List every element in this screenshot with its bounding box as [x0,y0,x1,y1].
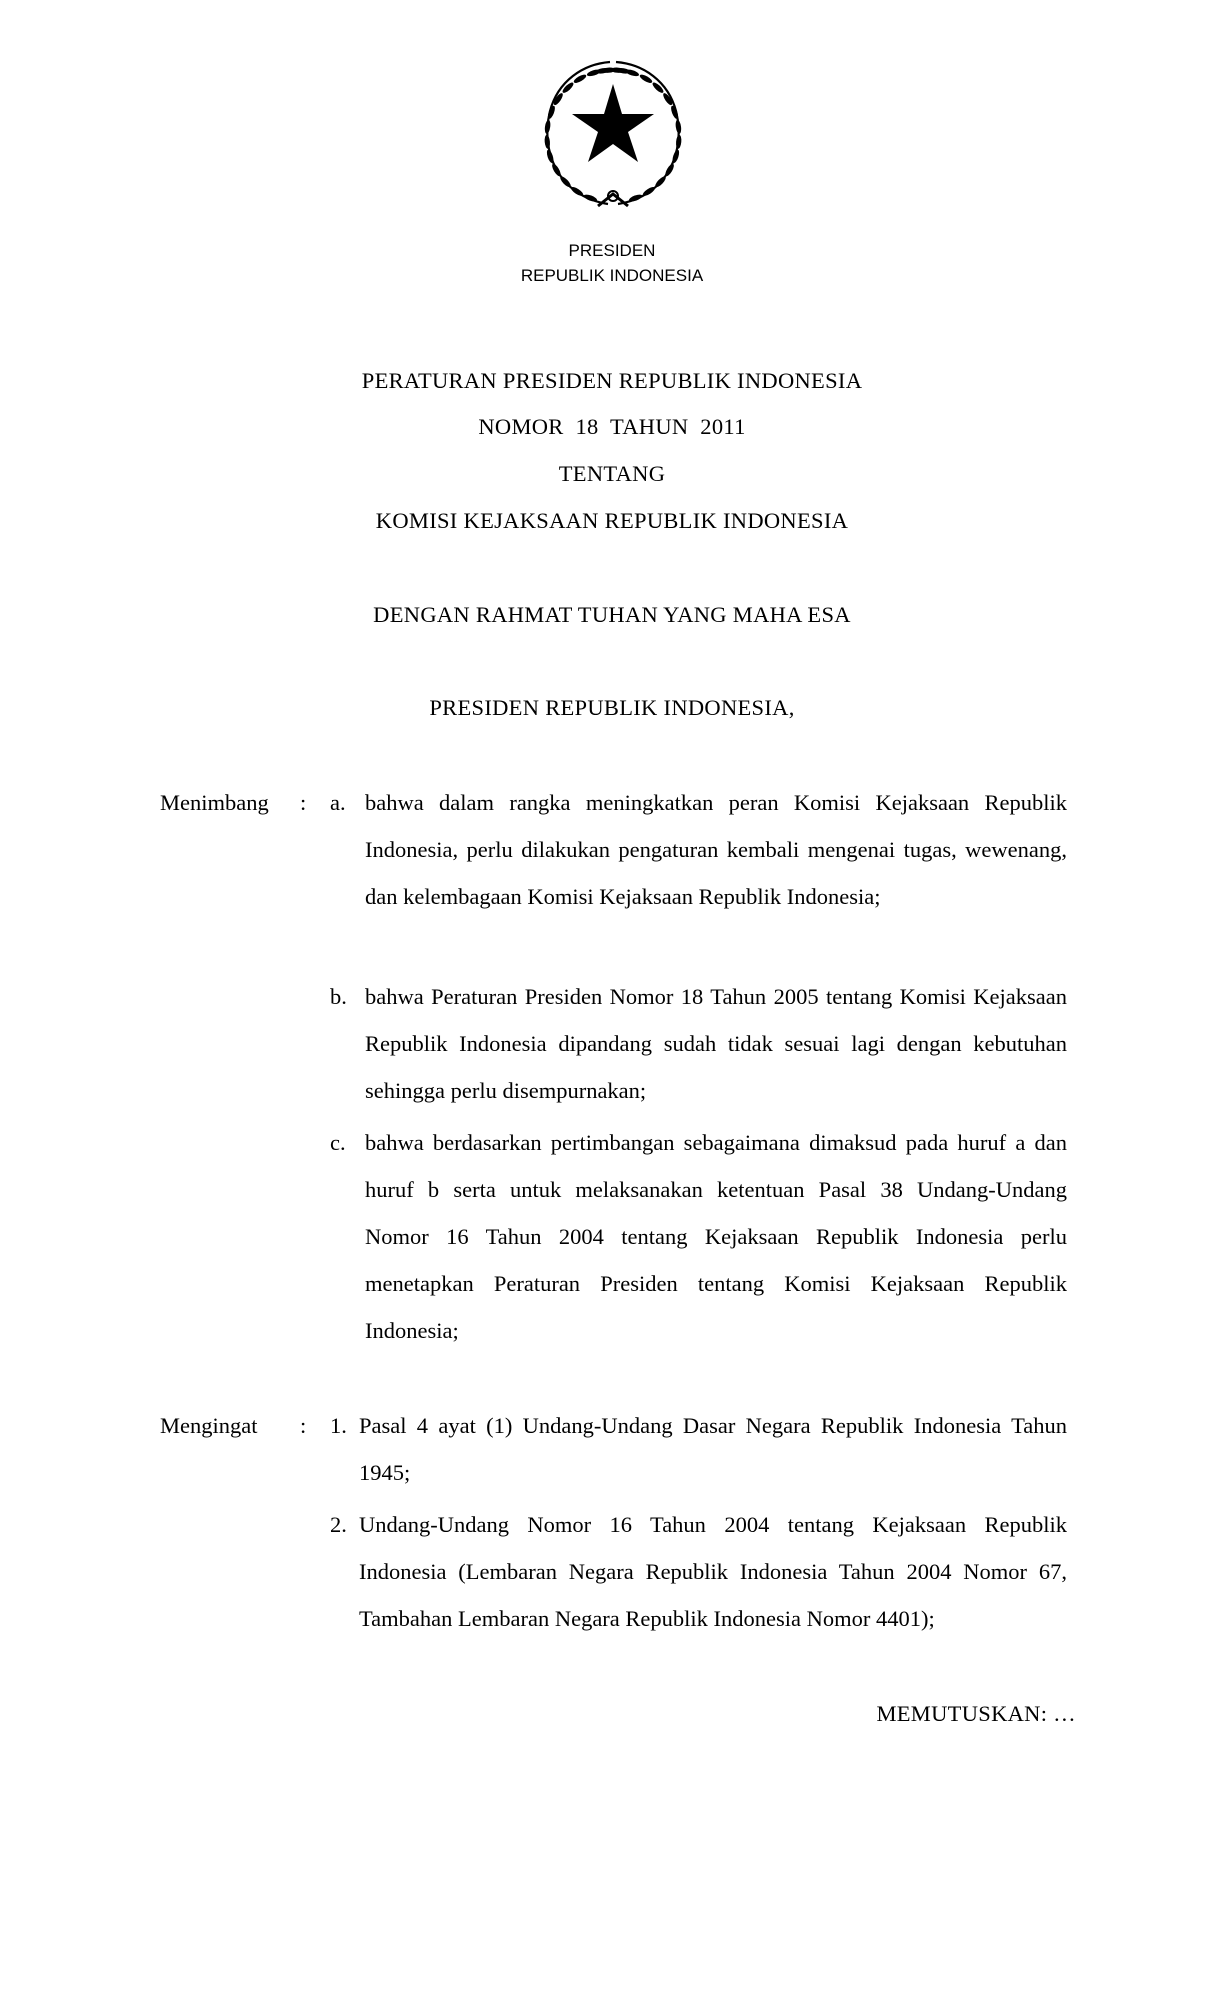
menimbang-label: Menimbang [160,790,269,815]
mengingat-marker-1: 1. [330,1413,347,1438]
menimbang-item-c: bahwa berdasarkan pertimbangan sebagaimana dimaksud pada huruf a dan huruf b serta untuk melaksanakan ketentuan Pasal 38 Undang-Undang Nomor 16 Tahun 2004 tentang Kejaksaan Republik Indonesia perlu menetapkan Peraturan Presiden tentang Komisi Kejaksaan Republik Indonesia; [365,1130,1067,1343]
mengingat-colon: : [300,1413,307,1438]
regulation-tentang: TENTANG [558,461,666,486]
wreath-leaf [559,175,572,189]
mengingat-label: Mengingat [160,1413,258,1438]
menimbang-marker-c: c. [330,1130,346,1155]
presidential-emblem [538,56,688,216]
regulation-title: PERATURAN PRESIDEN REPUBLIK INDONESIA [361,368,863,393]
wreath-leaf [642,185,657,197]
wreath-leaf [544,120,551,135]
mengingat-item-1: Pasal 4 ayat (1) Undang-Undang Dasar Negara Republik Indonesia Tahun 1945; [359,1413,1067,1485]
wreath-leaf [570,185,585,197]
letterhead-republik-indonesia: REPUBLIK INDONESIA [520,266,704,285]
mengingat-item-2: Undang-Undang Nomor 16 Tahun 2004 tentang Kejaksaan Republik Indonesia (Lembaran Negara Republik Indonesia Tahun 2004 Nomor 67, Tambahan Lembaran Negara Republik Indonesia Nomor 4401); [359,1512,1067,1631]
letterhead-presiden: PRESIDEN [568,241,656,260]
menimbang-item-b: bahwa Peraturan Presiden Nomor 18 Tahun 2005 tentang Komisi Kejaksaan Republik Indonesia dipandang sudah tidak sesuai lagi dengan kebutuhan sehingga perlu disempurnakan; [365,984,1067,1103]
menimbang-colon: : [300,790,307,815]
continuation-memutuskan: MEMUTUSKAN: … [876,1701,1076,1726]
wreath-leaf [561,81,575,94]
invocation: DENGAN RAHMAT TUHAN YANG MAHA ESA [373,602,851,627]
issuer: PRESIDEN REPUBLIK INDONESIA, [429,695,795,720]
wreath-leaf [675,135,681,149]
regulation-number: NOMOR 18 TAHUN 2011 [478,414,746,439]
mengingat-marker-2: 2. [330,1512,347,1537]
regulation-subject: KOMISI KEJAKSAAN REPUBLIK INDONESIA [375,508,849,533]
wreath-leaf [651,81,665,94]
menimbang-item-a: bahwa dalam rangka meningkatkan peran Komisi Kejaksaan Republik Indonesia, perlu dilakukan pengaturan kembali mengenai tugas, wewenang, dan kelembagaan Komisi Kejaksaan Republik Indonesia; [365,790,1067,909]
wreath-leaf [675,120,682,135]
menimbang-marker-a: a. [330,790,346,815]
wreath-leaf [544,135,550,149]
wreath-leaf [551,163,563,178]
wreath-leaf [664,163,676,178]
wreath-leaf [654,175,667,189]
menimbang-marker-b: b. [330,984,347,1009]
